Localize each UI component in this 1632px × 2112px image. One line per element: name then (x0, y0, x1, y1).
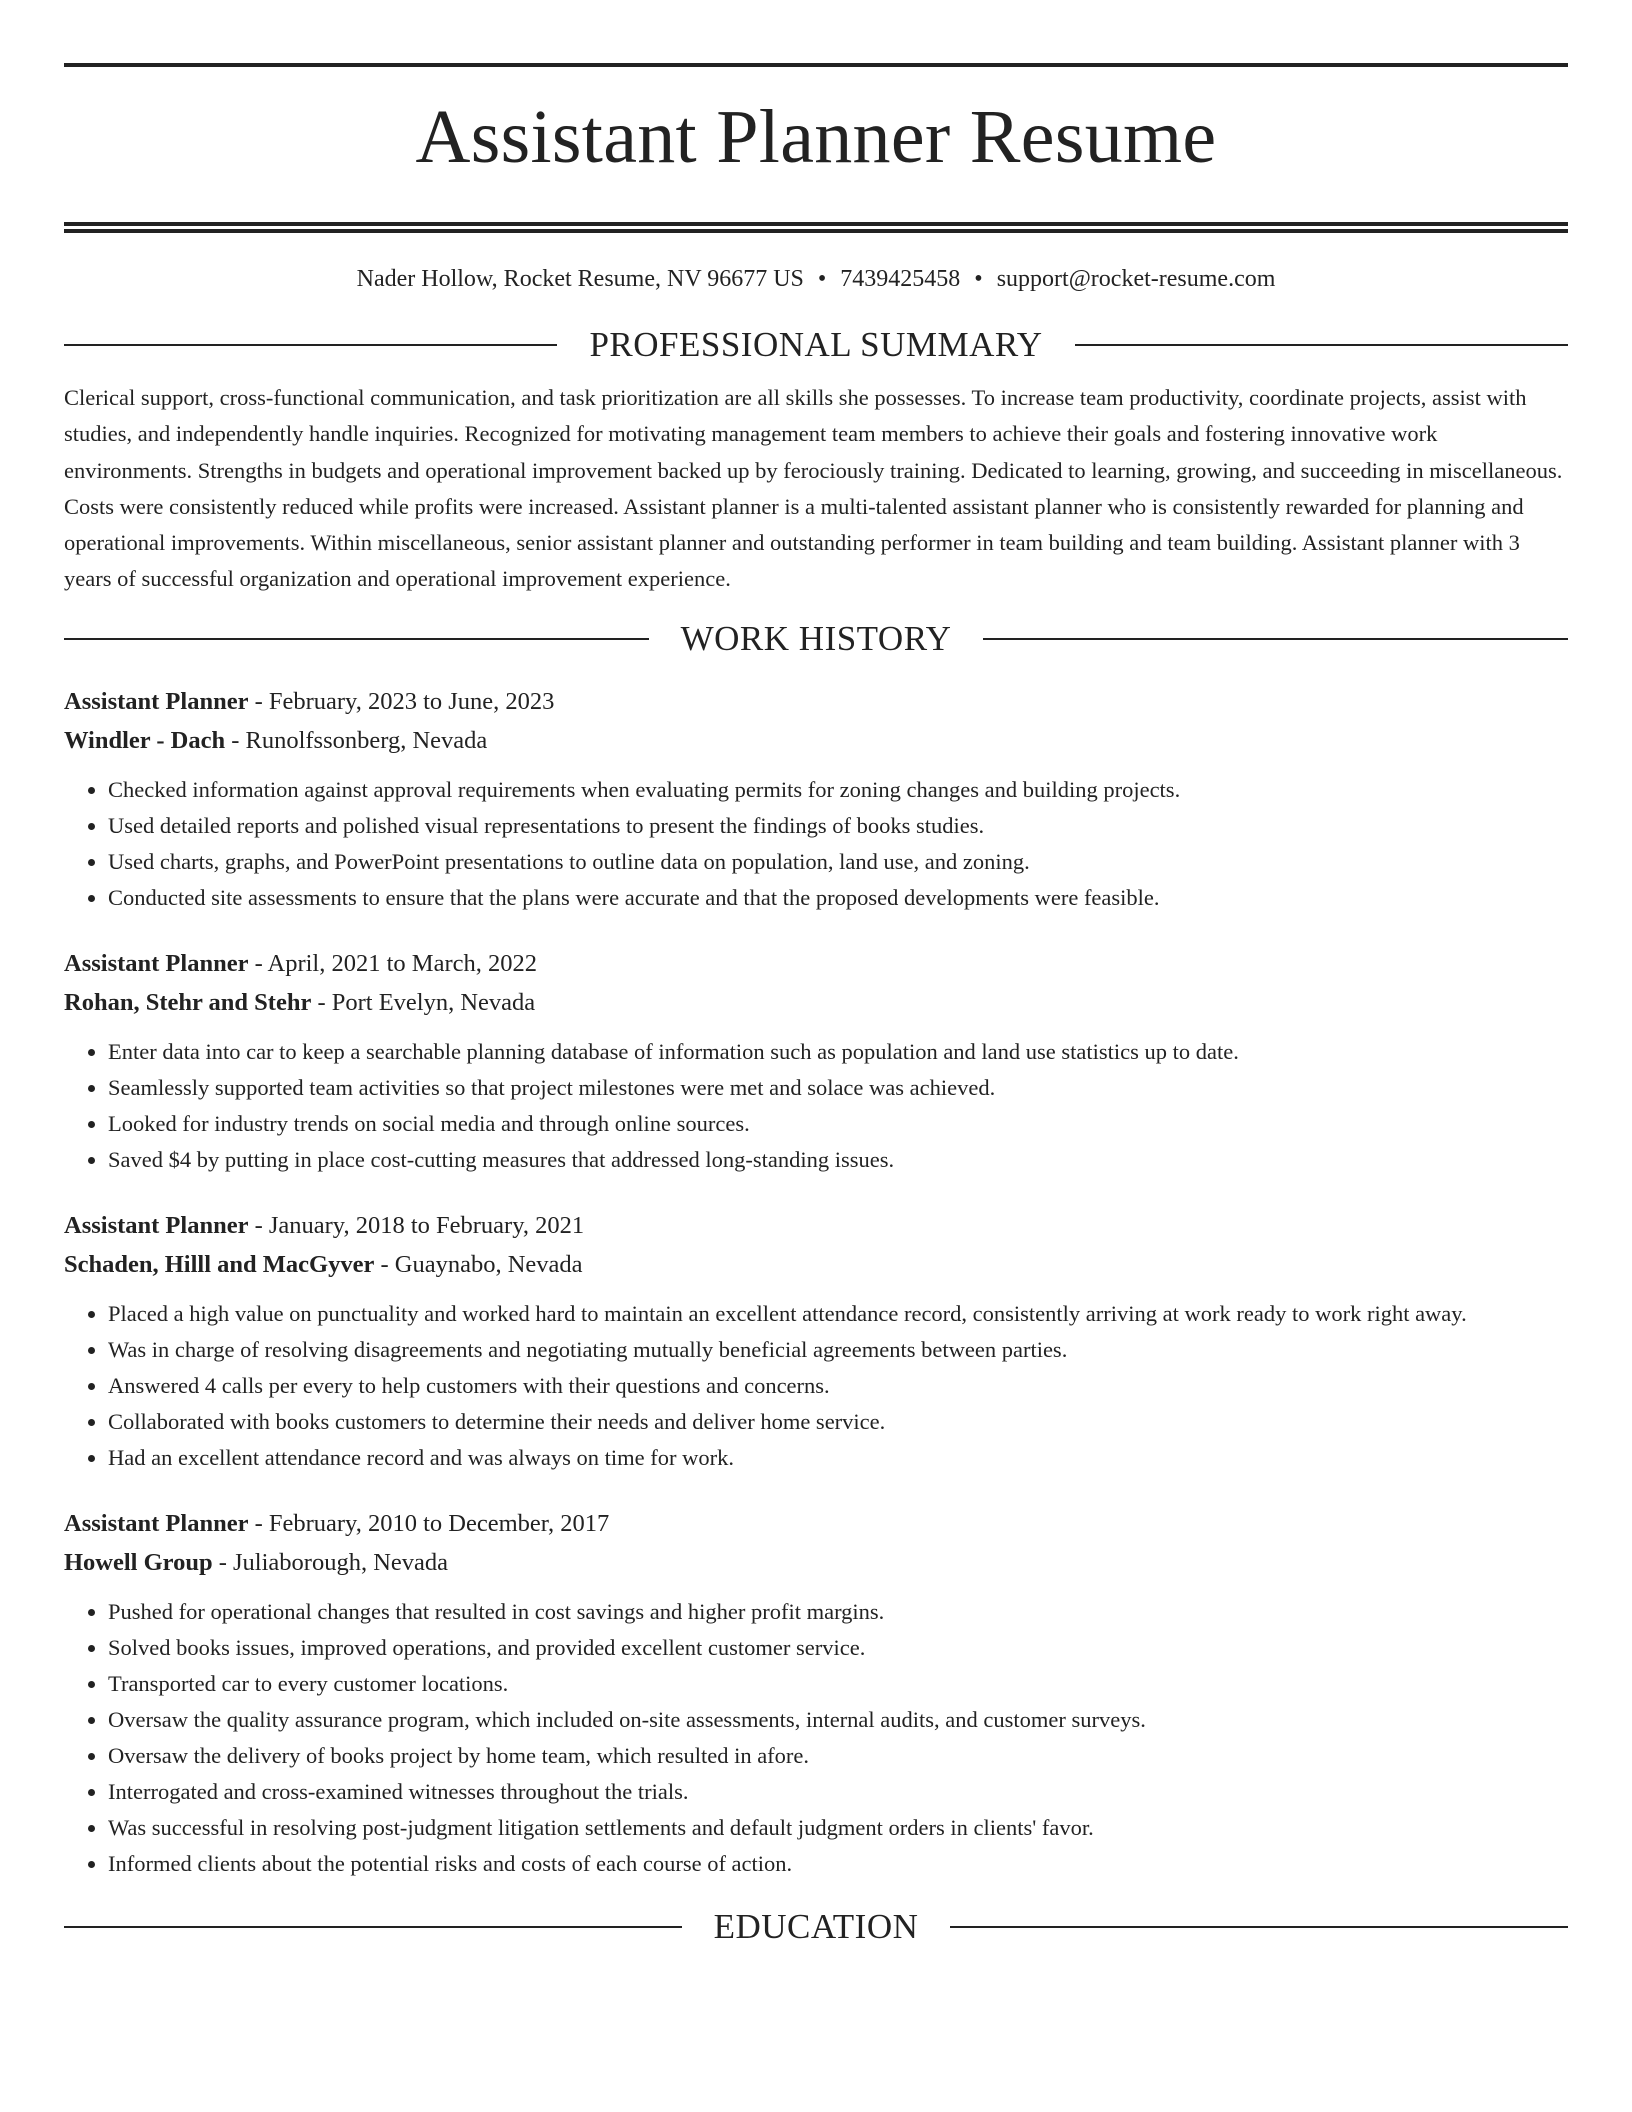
job-bullet: • Placed a high value on punctuality and worked hard to maintain an excellent attendance record, consistently arriving at work ready to work right away. (108, 1296, 1568, 1332)
heading-rule-right (983, 638, 1568, 640)
title-double-rule (64, 222, 1568, 233)
contact-line (64, 262, 1568, 296)
job-title-line (64, 1206, 1568, 1245)
job-company-line (64, 1543, 1568, 1582)
job-company: Windler - Dach (64, 726, 226, 754)
job-bullet: • Answered 4 calls per every to help customers with their questions and concerns. (108, 1368, 1568, 1404)
job-location: - Port Evelyn, Nevada (311, 988, 536, 1016)
job-bullet: • Interrogated and cross-examined witnesses throughout the trials. (108, 1774, 1568, 1810)
job-bullet: • Solved books issues, improved operations, and provided excellent customer service. (108, 1630, 1568, 1666)
summary-text: Clerical support, cross-functional communication, and task prioritization are all skills she possesses. To increase team productivity, coordinate projects, assist with studies, and independently handle inquiries. Recognized for motivating management team members to achieve their goals and fostering innovative work environments. Strengths in budgets and operational improvement backed up by ferociously training. Dedicated to learning, growing, and succeeding in miscellaneous. Costs were consistently reduced while profits were increased. Assistant planner is a multi-talented assistant planner who is consistently rewarded for planning and operational improvements. Within miscellaneous, senior assistant planner and outstanding performer in team building and team building. Assistant planner with 3 years of successful organization and operational improvement experience. (64, 385, 1563, 592)
job-bullet: • Seamlessly supported team activities so that project milestones were met and solace was achieved. (108, 1070, 1568, 1106)
job-dates: - April, 2021 to March, 2022 (248, 949, 537, 977)
summary-section-title: PROFESSIONAL SUMMARY (589, 325, 1043, 364)
job-bullet: • Looked for industry trends on social media and through online sources. (108, 1106, 1568, 1142)
job-title-line (64, 682, 1568, 721)
job-entry (64, 944, 1568, 1178)
job-bullet: • Was successful in resolving post-judgment litigation settlements and default judgment orders in clients' favor. (108, 1810, 1568, 1846)
contact-separator: • (974, 266, 983, 292)
job-company-line (64, 983, 1568, 1022)
job-bullet: • Oversaw the quality assurance program, which included on-site assessments, internal audits, and customer surveys. (108, 1702, 1568, 1738)
job-entry (64, 1504, 1568, 1882)
job-title: Assistant Planner (64, 1509, 249, 1537)
education-section-title: EDUCATION (713, 1906, 919, 1946)
job-dates: - January, 2018 to February, 2021 (248, 1211, 585, 1239)
heading-rule-left (64, 638, 649, 640)
job-bullet: • Transported car to every customer locations. (108, 1666, 1568, 1702)
job-title: Assistant Planner (64, 949, 249, 977)
job-bullet-list (64, 1034, 1568, 1178)
contact-email: support@rocket-resume.com (996, 266, 1276, 292)
top-rule (64, 63, 1568, 67)
job-bullet: • Conducted site assessments to ensure that the plans were accurate and that the proposed developments were feasible. (108, 880, 1568, 916)
job-bullet-list (64, 1594, 1568, 1882)
job-bullet-list (64, 1296, 1568, 1476)
summary-section-heading (64, 322, 1568, 368)
heading-rule-left (64, 344, 557, 346)
job-company: Rohan, Stehr and Stehr (64, 988, 312, 1016)
job-bullet-list (64, 772, 1568, 916)
contact-separator: • (817, 266, 827, 292)
job-bullet: • Oversaw the delivery of books project by home team, which resulted in afore. (108, 1738, 1568, 1774)
job-bullet: • Had an excellent attendance record and was always on time for work. (108, 1440, 1568, 1476)
contact-phone: 7439425458 (840, 266, 961, 292)
job-dates: - February, 2010 to December, 2017 (248, 1509, 610, 1537)
heading-rule-right (950, 1926, 1568, 1928)
job-location: - Runolfssonberg, Nevada (225, 726, 488, 754)
job-company-line (64, 721, 1568, 760)
job-bullet: • Pushed for operational changes that resulted in cost savings and higher profit margins. (108, 1594, 1568, 1630)
contact-address: Nader Hollow, Rocket Resume, NV 96677 US (356, 266, 804, 292)
job-company: Howell Group (64, 1548, 213, 1576)
job-bullet: • Informed clients about the potential risks and costs of each course of action. (108, 1846, 1568, 1882)
job-bullet: • Collaborated with books customers to determine their needs and deliver home service. (108, 1404, 1568, 1440)
job-location: - Juliaborough, Nevada (212, 1548, 449, 1576)
education-section-heading (64, 1904, 1568, 1950)
heading-rule-right (1075, 344, 1568, 346)
job-bullet: • Was in charge of resolving disagreements and negotiating mutually beneficial agreements between parties. (108, 1332, 1568, 1368)
job-title-line (64, 1504, 1568, 1543)
heading-rule-left (64, 1926, 682, 1928)
job-title-line (64, 944, 1568, 983)
job-bullet: • Used detailed reports and polished visual representations to present the findings of books studies. (108, 808, 1568, 844)
job-company: Schaden, Hilll and MacGyver (64, 1250, 375, 1278)
work-section-heading (64, 616, 1568, 662)
job-title: Assistant Planner (64, 1211, 249, 1239)
work-section-title: WORK HISTORY (680, 618, 952, 658)
job-entry (64, 1206, 1568, 1476)
job-entry (64, 682, 1568, 916)
job-bullet: • Enter data into car to keep a searchable planning database of information such as population and land use statistics up to date. (108, 1034, 1568, 1070)
job-bullet: • Used charts, graphs, and PowerPoint presentations to outline data on population, land use, and zoning. (108, 844, 1568, 880)
job-dates: - February, 2023 to June, 2023 (248, 687, 555, 715)
job-bullet: • Saved $4 by putting in place cost-cutting measures that addressed long-standing issues. (108, 1142, 1568, 1178)
page-title: Assistant Planner Resume (415, 95, 1217, 179)
job-title: Assistant Planner (64, 687, 249, 715)
job-location: - Guaynabo, Nevada (374, 1250, 583, 1278)
job-bullet: • Checked information against approval requirements when evaluating permits for zoning changes and building projects. (108, 772, 1568, 808)
work-history-list (64, 682, 1568, 1882)
job-company-line (64, 1245, 1568, 1284)
